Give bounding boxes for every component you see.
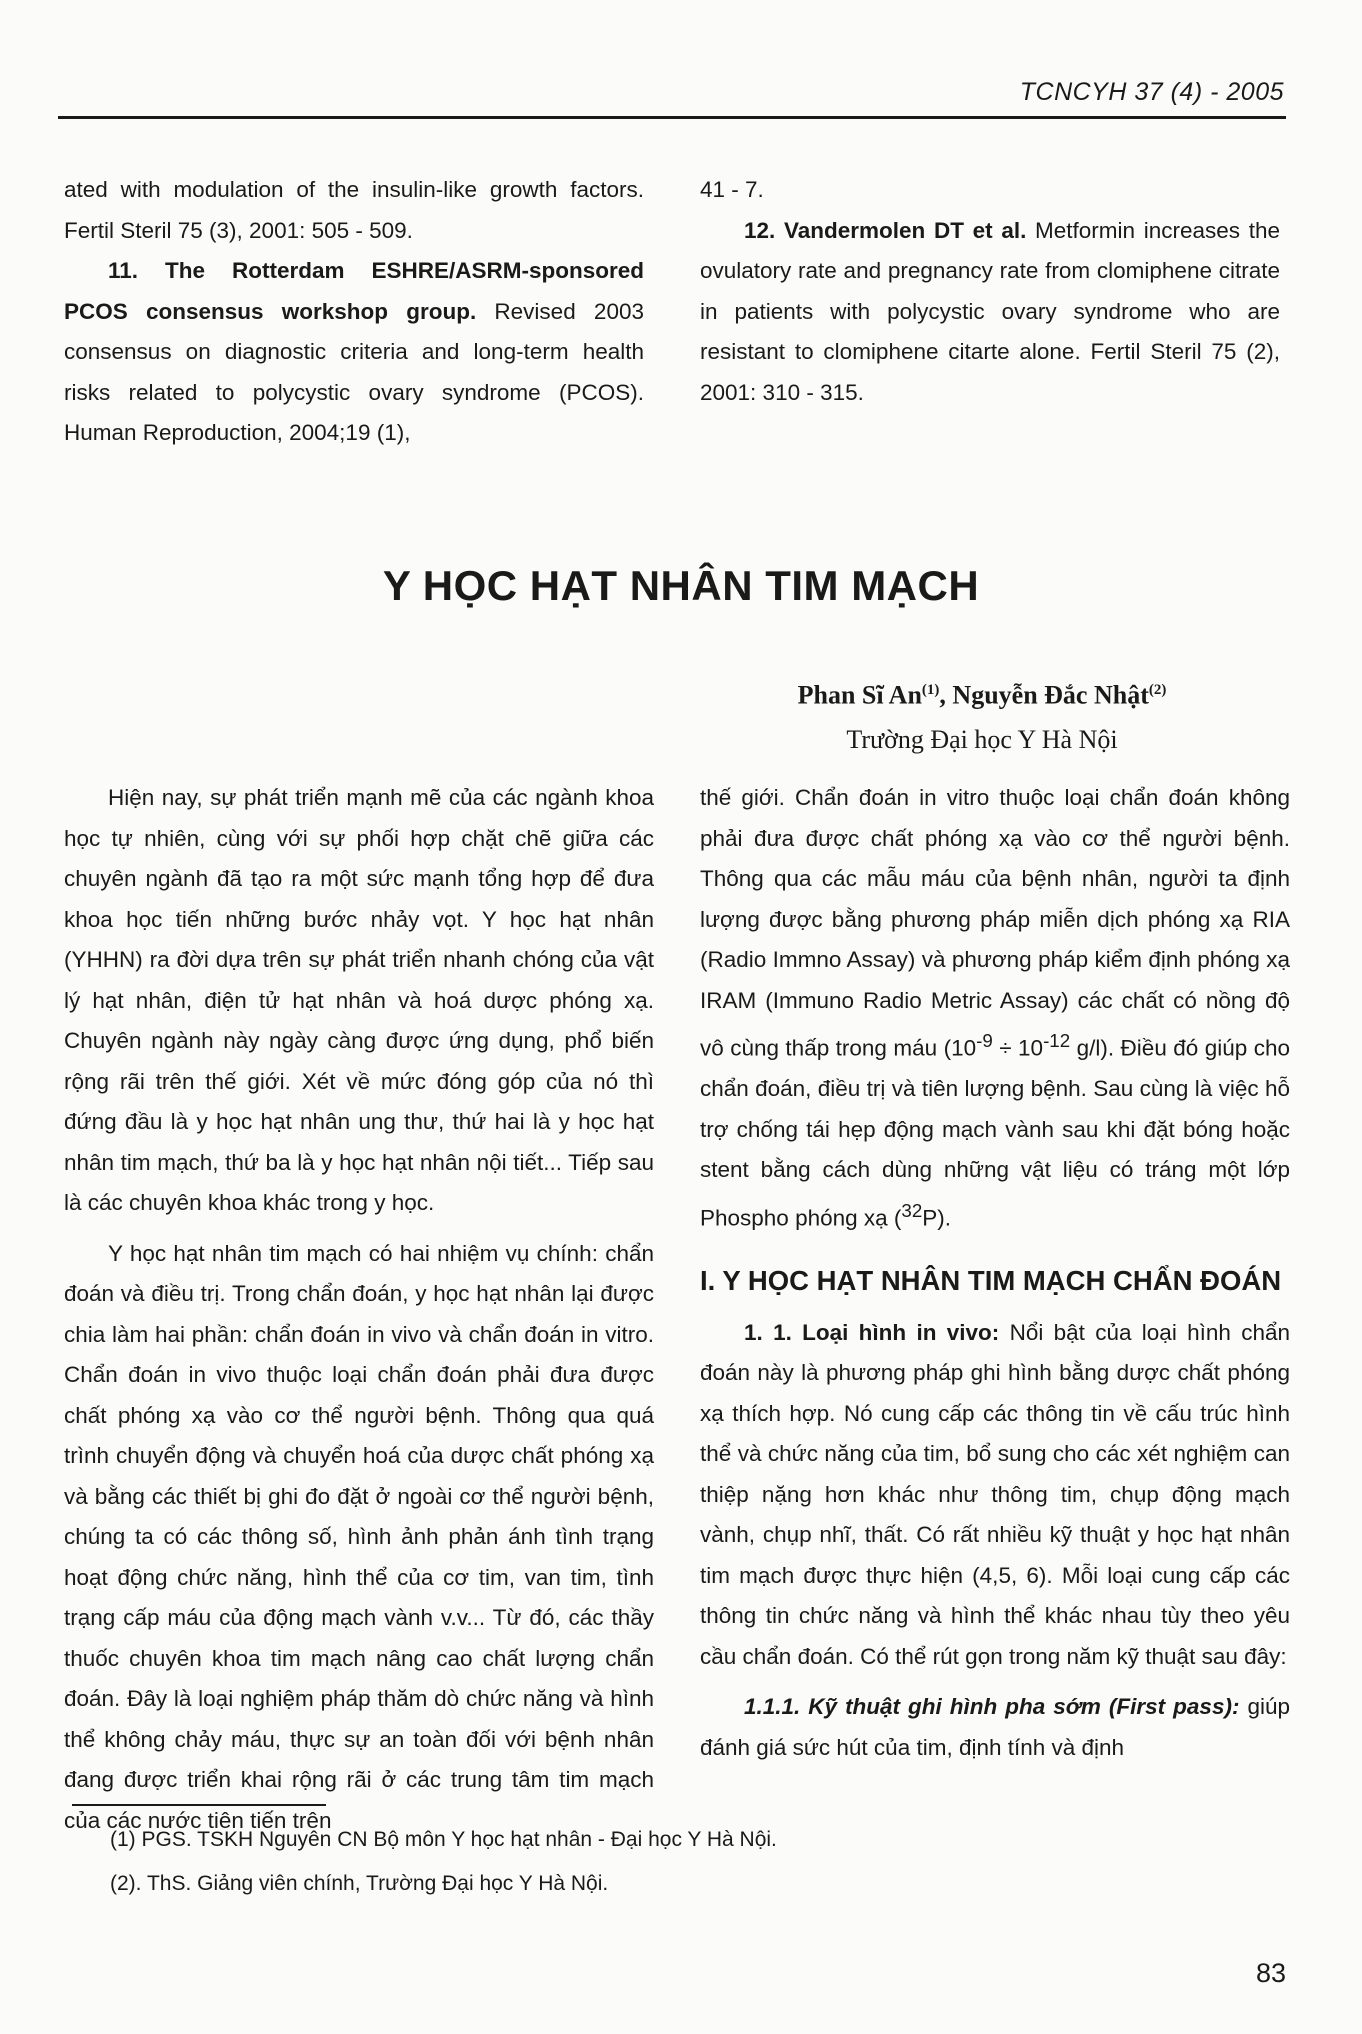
paragraph-text: Nổi bật của loại hình chẩn đoán này là phương pháp ghi hình bằng dược chất phóng xạ thích hợp. Nó cung cấp các thông tin về cấu trúc hình thể và chức năng của tim, bổ sung cho các xét nghiệm can thiệp nặng hơn khác như thông tim, chụp động mạch vành, chụp nhĩ, thất. Có rất nhiều kỹ thuật y học hạt nhân tim mạch được thực hiện (4,5, 6). Mỗi loại cung cấp các thông tin chức năng và hình thể khác nhau tùy theo yêu cầu chẩn đoán. Có thể rút gọn trong năm kỹ thuật sau đây:: [700, 1319, 1291, 1669]
footnote: (2). ThS. Giảng viên chính, Trường Đại học Y Hà Nội.: [110, 1872, 609, 1895]
author-2: , Nguyễn Đắc Nhật: [939, 680, 1149, 710]
references-right-column: [700, 170, 1280, 413]
paragraph: Y học hạt nhân tim mạch có hai nhiệm vụ chính: chẩn đoán và điều trị. Trong chẩn đoán, y học hạt nhân lại được chia làm hai phần: chẩn đoán in vivo và chẩn đoán in vitro. Chẩn đoán in vivo thuộc loại chẩn đoán phải đưa được chất phóng xạ vào cơ thể người bệnh. Thông qua quá trình chuyển động và chuyển hoá của dược chất phóng xạ và bằng các thiết bị ghi đo đặt ở ngoài cơ thể người bệnh, chúng ta có các thông số, hình ảnh phản ánh tình trạng hoạt động chức năng, hình thể của cơ tim, van tim, tình trạng cấp máu của động mạch vành v.v... Từ đó, các thầy thuốc chuyên khoa tim mạch nâng cao chất lượng chẩn đoán. Đây là loại nghiệm pháp thăm dò chức năng và hình thể không chảy máu, thực sự an toàn đối với bệnh nhân đang được triển khai rộng rãi ở các trung tâm tim mạch của các nước tiên tiến trên: [64, 1240, 654, 1833]
author-names: [682, 668, 1282, 718]
section-heading: I. Y HỌC HẠT NHÂN TIM MẠCH CHẨN ĐOÁN: [700, 1264, 1282, 1296]
reference-item: [700, 211, 1280, 414]
reference-authors: 11. The Rotterdam ESHRE/ASRM-sponsored PCOS consensus workshop group.: [64, 258, 644, 324]
subsubsection-heading: 1.1.1. Kỹ thuật ghi hình pha sớm (First pass):: [744, 1694, 1240, 1719]
author-2-footnote-mark: (2): [1148, 682, 1167, 698]
journal-header: TCNCYH 37 (4) - 2005: [1019, 78, 1284, 106]
affiliation: Trường Đại học Y Hà Nội: [846, 724, 1118, 754]
reference-text: Metformin increases the ovulatory rate and pregnancy rate from clomiphene citrate in patients with polycystic ovary syndrome who are resistant to clomiphene citarte alone. Fertil Steril 75 (2), 2001: 310 - 315.: [700, 217, 1280, 405]
article-title: Y HỌC HẠT NHÂN TIM MẠCH: [382, 562, 980, 609]
reference-authors: 12. Vandermolen DT et al.: [744, 217, 1027, 243]
reference-continuation: [64, 170, 644, 251]
footnote: (1) PGS. TSKH Nguyên CN Bộ môn Y học hạt nhân - Đại học Y Hà Nội.: [110, 1828, 777, 1851]
reference-continuation: [700, 170, 1280, 211]
body-right-column: [700, 778, 1290, 1778]
header-rule: [58, 116, 1286, 119]
reference-text: 41 - 7.: [700, 177, 764, 202]
superscript: 32: [901, 1199, 923, 1221]
paragraph-text: thế giới. Chẩn đoán in vitro thuộc loại chẩn đoán không phải đưa được chất phóng xạ vào cơ thể người bệnh. Thông qua các mẫu máu của bệnh nhân, người ta định lượng được bằng phương pháp miễn dịch phóng xạ RIA (Radio Immno Assay) và phương pháp kiểm định phóng xạ IRAM (Immuno Radio Metric Assay) các chất có nồng độ vô cùng thấp trong máu (10: [700, 785, 1290, 1061]
reference-text: Revised 2003 consensus on diagnostic criteria and long-term health risks related to polycystic ovary syndrome (PCOS). Human Reproduction, 2004;19 (1),: [64, 298, 644, 445]
footnotes: [110, 1818, 777, 1906]
page-number: 83: [1255, 1958, 1286, 1988]
paragraph: [700, 778, 1290, 1239]
superscript: -9: [976, 1030, 993, 1051]
subsection-heading: 1. 1. Loại hình in vivo:: [744, 1319, 1000, 1345]
footnote-rule: [72, 1804, 326, 1806]
reference-text: ated with modulation of the insulin-like growth factors. Fertil Steril 75 (3), 2001: 505 - 509.: [64, 177, 644, 243]
paragraph-text: giúp đánh giá sức hút của tim, định tính và định: [700, 1694, 1290, 1760]
superscript: -12: [1043, 1030, 1071, 1051]
body-left-column: [64, 778, 654, 1851]
author-block: [682, 668, 1282, 762]
paragraph-text: g/l). Điều đó giúp cho chẩn đoán, điều trị và tiên lượng bệnh. Sau cùng là việc hỗ trợ chống tái hẹp động mạch vành sau khi đặt bóng hoặc stent bằng cách dùng những vật liệu có tráng một lớp Phospho phóng xạ (: [700, 1035, 1290, 1230]
paragraph: [700, 1313, 1290, 1678]
paragraph-text: ÷ 10: [992, 1035, 1044, 1061]
paragraph: Hiện nay, sự phát triển mạnh mẽ của các ngành khoa học tự nhiên, cùng với sự phối hợp chặt chẽ giữa các chuyên ngành đã tạo ra một sức mạnh tổng hợp để đưa khoa học tiến những bước nhảy vọt. Y học hạt nhân (YHHN) ra đời dựa trên sự phát triển nhanh chóng của vật lý hạt nhân, điện tử hạt nhân và hoá dược phóng xạ. Chuyên ngành này ngày càng được ứng dụng, phổ biến rộng rãi trên thế giới. Xét về mức đóng góp của nó thì đứng đầu là y học hạt nhân ung thư, thứ hai là y học hạt nhân tim mạch, thứ ba là y học hạt nhân nội tiết... Tiếp sau là các chuyên khoa khác trong y học.: [64, 785, 654, 1215]
reference-item: [64, 251, 644, 454]
paragraph-text: P).: [922, 1205, 952, 1230]
references-left-column: [64, 170, 644, 454]
author-1: Phan Sĩ An: [797, 680, 922, 710]
author-1-footnote-mark: (1): [921, 682, 940, 698]
paragraph: [700, 1687, 1290, 1768]
